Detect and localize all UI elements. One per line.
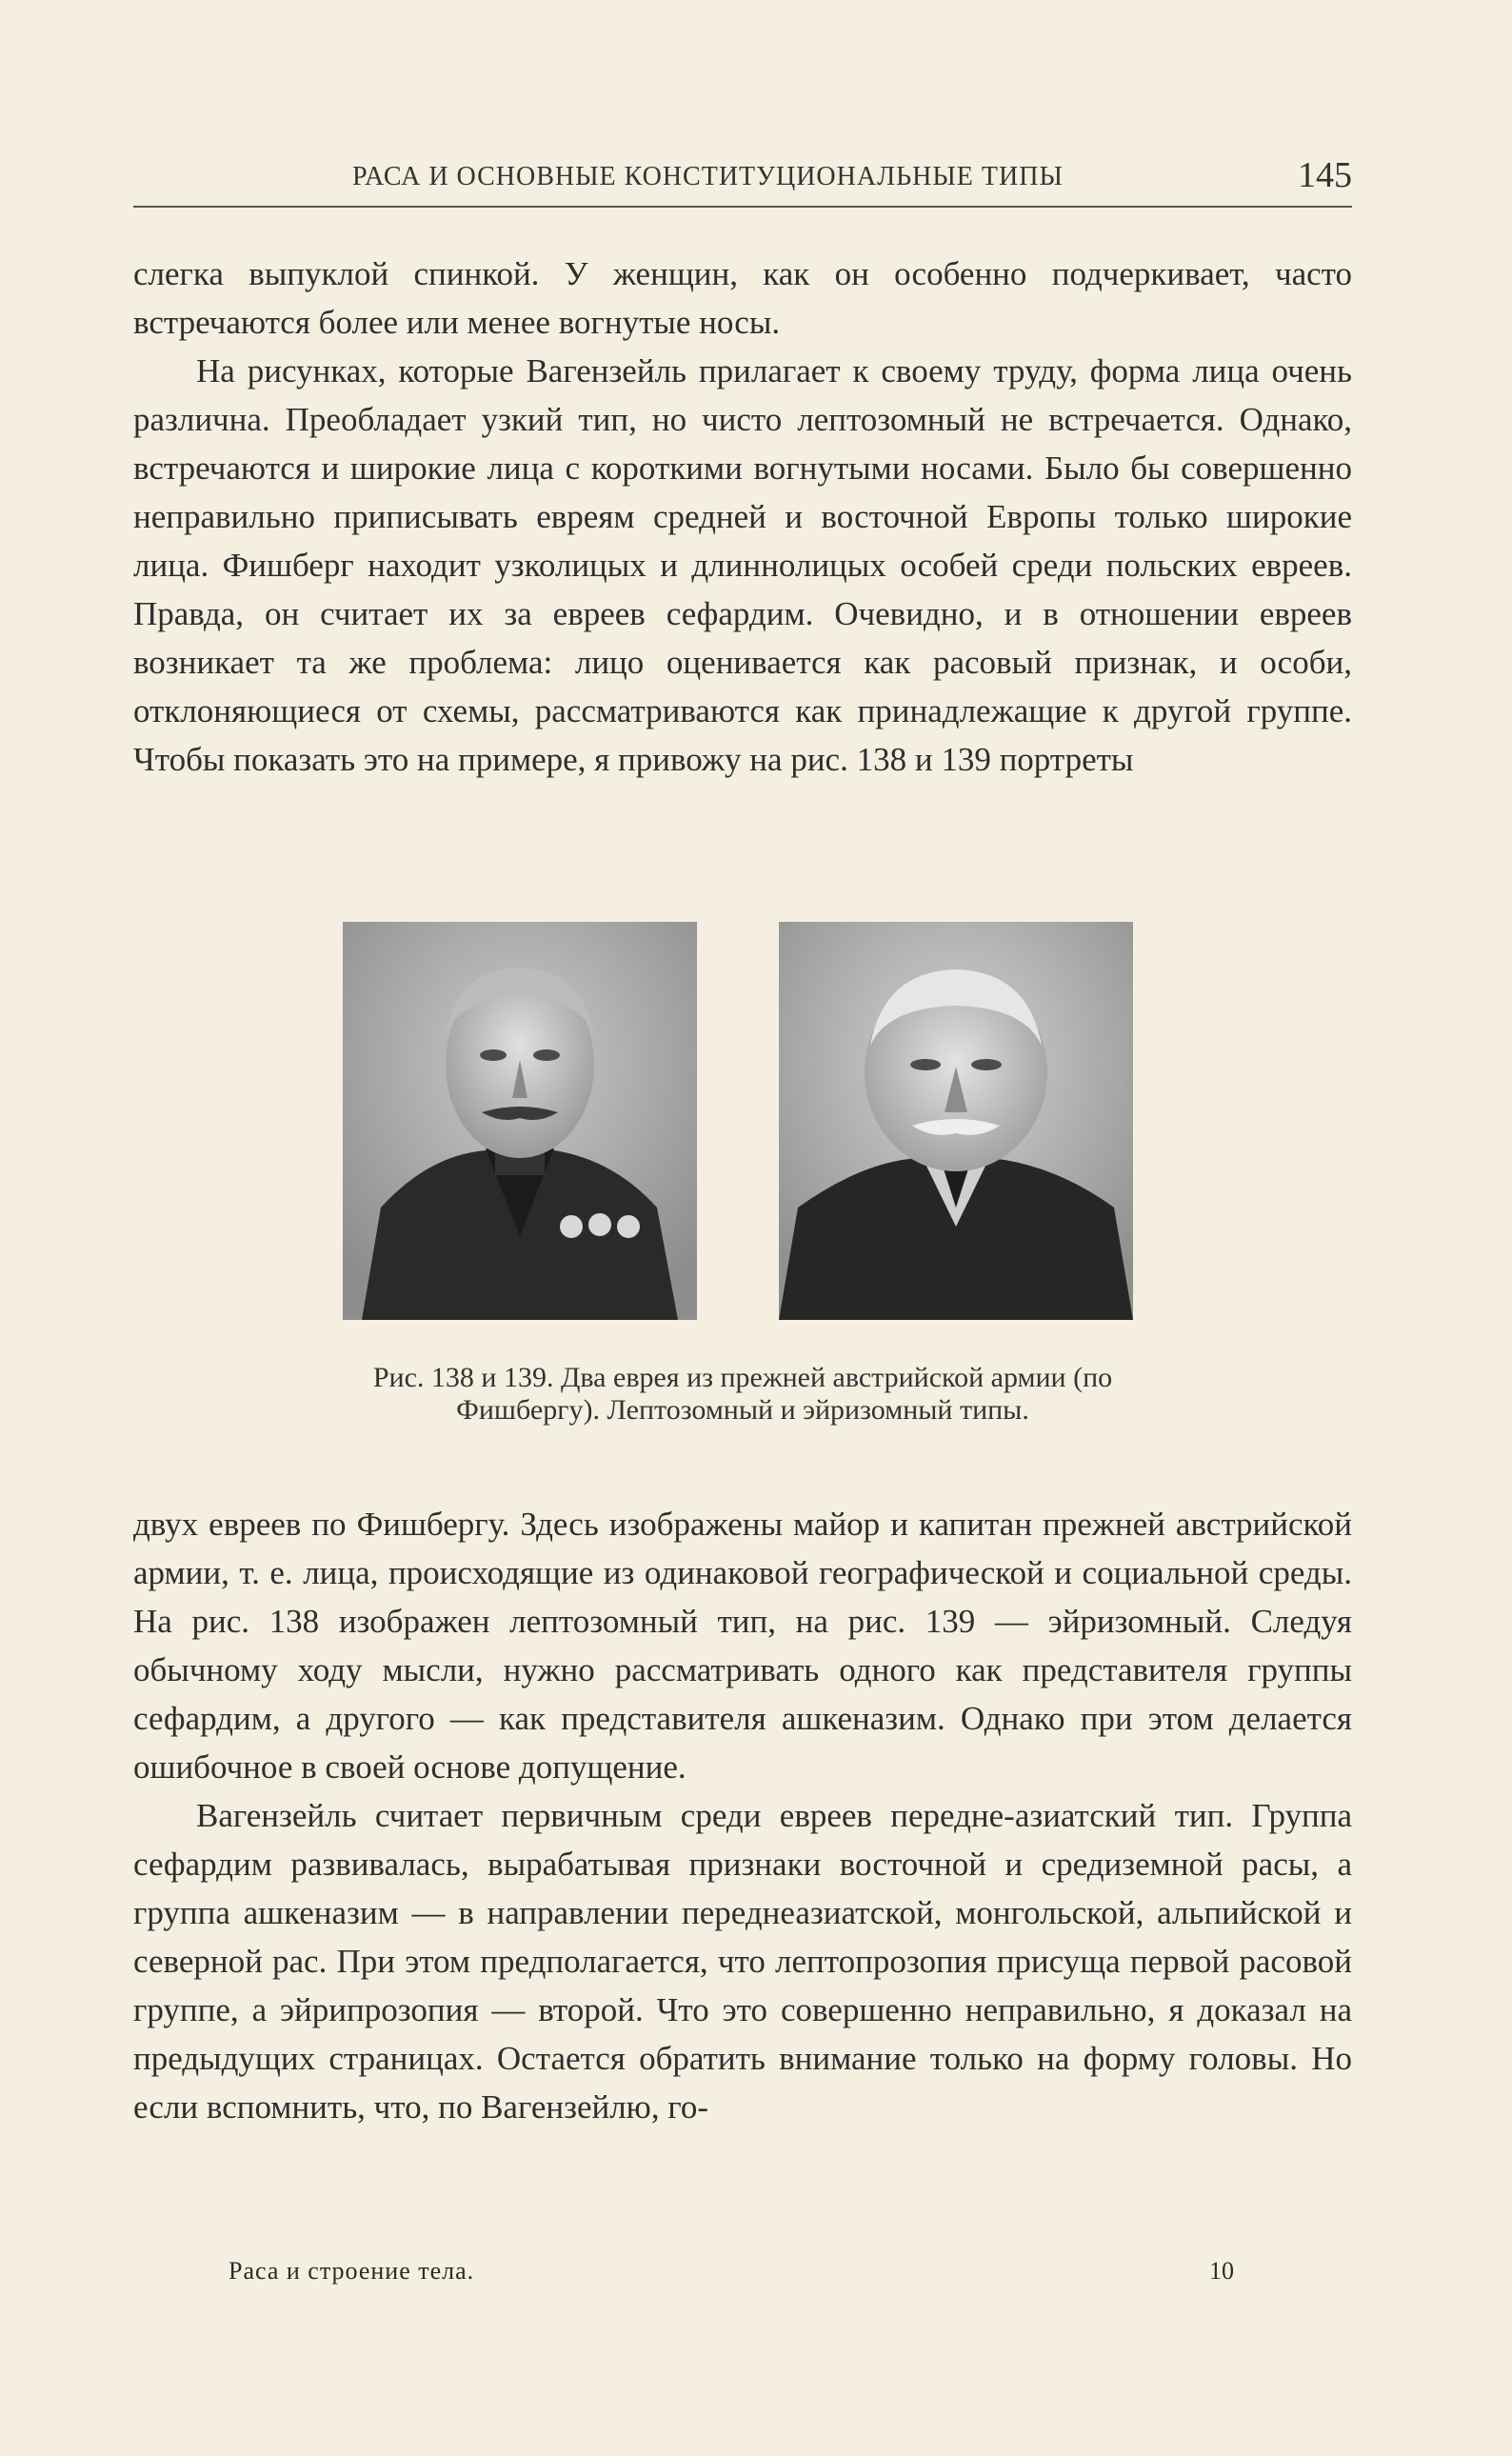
page-header <box>133 152 1352 208</box>
portrait-photo-138 <box>343 922 697 1320</box>
page-number: 145 <box>1298 155 1352 195</box>
paragraph: Вагензейль считает первичным среди евреев передне-азиатский тип. Группа сефардим развивалась, вырабатывая признаки восточной и средиземной расы, а группа ашкеназим — в направлении переднеазиатской, монгольской, альпийской и северной рас. При этом предполагается, что лептопрозопия присуща первой расовой группе, а эйрипрозопия — второй. Что это совершенно неправильно, я доказал на предыдущих страницах. Остается обратить внимание только на форму головы. Но если вспомнить, что, по Вагензейлю, го- <box>133 1797 1352 2126</box>
footer-title: Раса и строение тела. <box>229 2257 475 2285</box>
page-footer <box>133 2257 1352 2295</box>
portrait-photo-139 <box>779 922 1133 1320</box>
paragraph-continuation: двух евреев по Фишбергу. Здесь изображены майор и капитан прежней австрийской армии, т. е. лица, происходящие из одинаковой географической и социальной среды. На рис. 138 изображен лептозомный тип, на рис. 139 — эйризомный. Следуя обычному ходу мысли, нужно рассматривать одного как представителя группы сефардим, а другого — как представителя ашкеназим. Однако при этом делается ошибочное в своей основе допущение. <box>133 1506 1352 1786</box>
running-title: РАСА И ОСНОВНЫЕ КОНСТИТУЦИОНАЛЬНЫЕ ТИПЫ <box>352 162 1064 191</box>
figure-caption: Рис. 138 и 139. Два еврея из прежней австрийской армии (по Фишбергу). Лептозомный и эйризомный типы. <box>372 1362 1113 1426</box>
paragraph: На рисунках, которые Вагензейль прилагает к своему труду, форма лица очень различна. Преобладает узкий тип, но чисто лептозомный не встречается. Однако, встречаются и широкие лица с короткими вогнутыми носами. Было бы совершенно неправильно приписывать евреям средней и восточной Европы только широкие лица. Фишберг находит узколицых и длиннолицых особей среди польских евреев. Правда, он считает их за евреев сефардим. Очевидно, и в отношении евреев возникает та же проблема: лицо оценивается как расовый признак, и особи, отклоняющиеся от схемы, рассматриваются как принадлежащие к другой группе. Чтобы показать это на примере, я привожу на рис. 138 и 139 портреты <box>133 352 1352 778</box>
body-text-bottom <box>133 1500 1352 2131</box>
body-text-top <box>133 250 1352 784</box>
signature-mark: 10 <box>1209 2257 1234 2285</box>
paragraph-continuation: слегка выпуклой спинкой. У женщин, как он особенно подчеркивает, часто встречаются более или менее вогнутые носы. <box>133 255 1352 341</box>
